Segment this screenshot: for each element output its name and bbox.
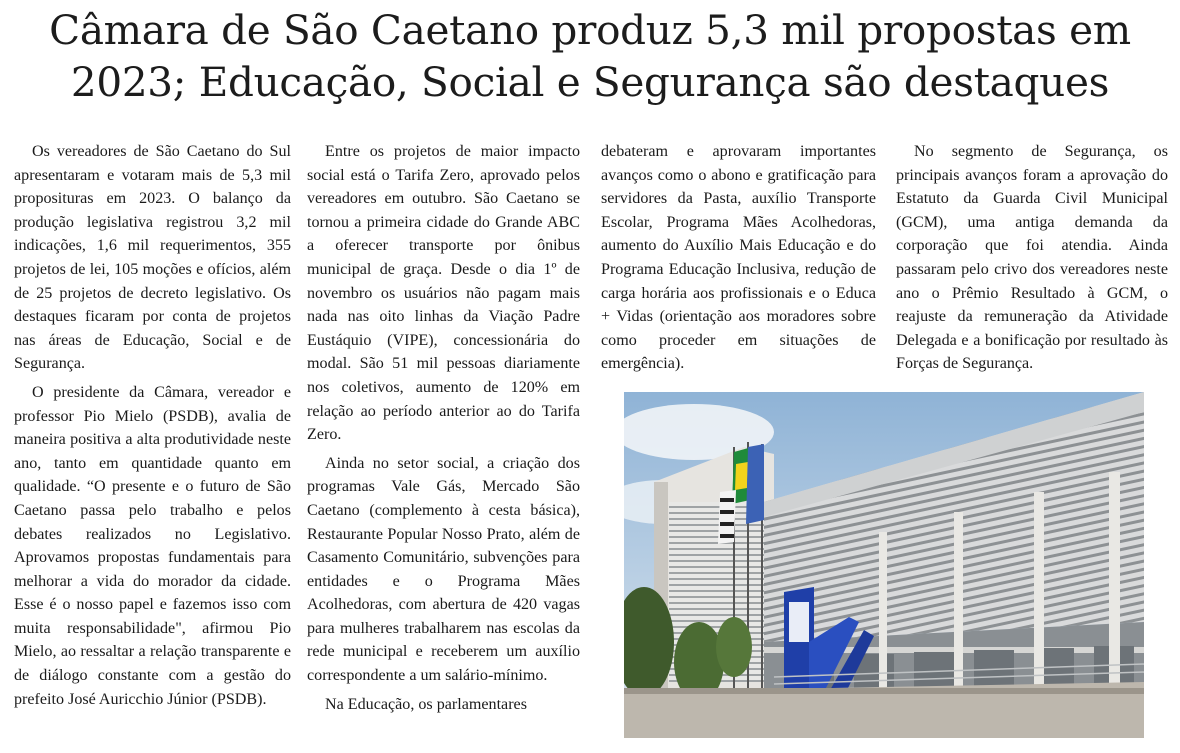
paragraph: O presidente da Câmara, vereador e professor Pio Mielo (PSDB), avalia de maneira positiva a alta produtividade neste ano, tanto em quantidade quanto em qualidade. “O presente e o futuro de São Caetano passa pelo trabalho e pelos debates realizados no Legislativo. Aprovamos propostas fundamentais para melhorar a vida do morador da cidade. Esse é o nosso papel e fazemos isso com muita responsabilidade", afirmou Pio Mielo, ao ressaltar a relação transparente e de diálogo constante com a gestão do prefeito José Auricchio Júnior (PSDB). (14, 383, 291, 708)
article-column-4 (896, 140, 1168, 381)
paragraph: Os vereadores de São Caetano do Sul apresentaram e votaram mais de 5,3 mil proposituras em 2023. O balanço da produção legislativa registrou 3,2 mil indicações, 1,6 mil requerimentos, 355 projetos de lei, 105 moções e ofícios, além de 25 projetos de decreto legislativo. Os destaques ficaram por conta de projetos nas áreas de Educação, Social e de Segurança. (14, 143, 291, 373)
building-photo-illustration (624, 392, 1144, 738)
article-photo (624, 392, 1144, 738)
paragraph: Ainda no setor social, a criação dos programas Vale Gás, Mercado São Caetano (complemento à cesta básica), Restaurante Popular Nosso Prato, além de Casamento Comunitário, subvenções para entidades e o Programa Mães Acolhedoras, com abertura de 420 vagas para mulheres trabalharem nas escolas da rede municipal e receberem um auxílio correspondente a um salário-mínimo. (307, 454, 580, 685)
paragraph: Entre os projetos de maior impacto social está o Tarifa Zero, aprovado pelos vereadores em outubro. São Caetano se tornou a primeira cidade do Grande ABC a oferecer transporte por ônibus municipal de graça. Desde o dia 1º de novembro os usuários não pagam mais nada nas oito linhas da Viação Padre Eustáquio (VIPE), concessionária do modal. São 51 mil pessoas diariamente nos coletivos, aumento de 120% em relação ao período anterior ao do Tarifa Zero. (307, 143, 580, 444)
article-column-1 (14, 140, 291, 716)
paragraph: No segmento de Segurança, os principais avanços foram a aprovação do Estatuto da Guarda Civil Municipal (GCM), uma antiga demanda da corporação que foi atendia. Ainda passaram pelo crivo dos vereadores neste ano o Prêmio Resultado à GCM, o reajuste da remuneração da Atividade Delegada e a bonificação por resultado às Forças de Segurança. (896, 143, 1168, 373)
article-headline: Câmara de São Caetano produz 5,3 mil propostas em 2023; Educação, Social e Segurança são destaques (49, 6, 1131, 106)
article-column-2 (307, 140, 580, 721)
paragraph: Na Educação, os parlamentares (325, 695, 527, 713)
article-column-3 (601, 140, 876, 381)
paragraph: debateram e aprovaram importantes avanços como o abono e gratificação para servidores da Pasta, auxílio Transporte Escolar, Programa Mães Acolhedoras, aumento do Auxílio Mais Educação e do Programa Educação Inclusiva, redução de carga horária aos profissionais e o Educa + Vidas (orientação aos moradores sobre como proceder em situações de emergência). (601, 143, 876, 373)
